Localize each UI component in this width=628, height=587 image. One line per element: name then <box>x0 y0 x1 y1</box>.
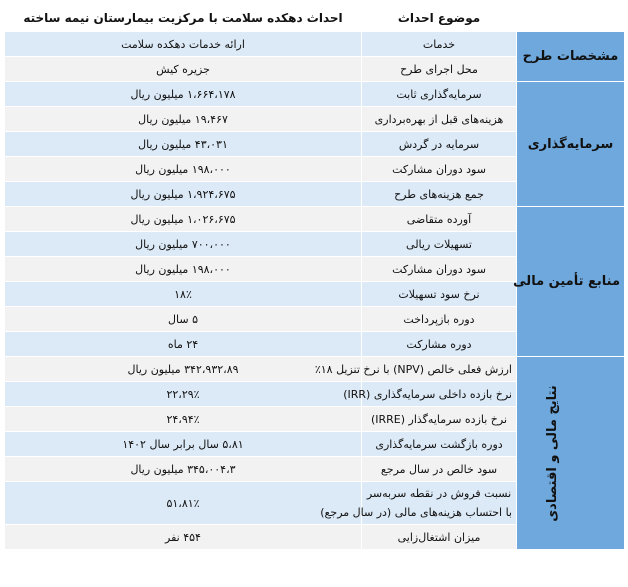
table-row <box>5 357 625 382</box>
row-label: نرخ بازده سرمایه‌گذار (IRRE) <box>362 407 517 432</box>
row-value: ۵،۸۱ سال برابر سال ۱۴۰۲ <box>5 432 362 457</box>
row-label: نرخ سود تسهیلات <box>362 282 517 307</box>
row-value: ۵ سال <box>5 307 362 332</box>
table-row <box>5 82 625 107</box>
row-value: ارائه خدمات دهکده سلامت <box>5 32 362 57</box>
row-label: خدمات <box>362 32 517 57</box>
row-label: آورده متقاضی <box>362 207 517 232</box>
section-investment: سرمایه‌گذاری <box>517 82 625 207</box>
section-results-label: نتایج مالی و اقتصادی <box>544 384 560 522</box>
table-row <box>5 207 625 232</box>
row-value: ۴۳،۰۳۱ میلیون ریال <box>5 132 362 157</box>
row-label: نرخ بازده داخلی سرمایه‌گذاری (IRR) <box>362 382 517 407</box>
row-label <box>320 482 517 525</box>
row-value: ۷۰۰،۰۰۰ میلیون ریال <box>5 232 362 257</box>
row-value: ۲۴ ماه <box>5 332 362 357</box>
row-value: ۳۴۵،۰۰۴،۳ میلیون ریال <box>5 457 362 482</box>
row-label: دوره مشارکت <box>362 332 517 357</box>
row-label-line2: با احتساب هزینه‌های مالی (در سال مرجع) <box>320 506 512 519</box>
row-label: سود خالص در سال مرجع <box>362 457 517 482</box>
row-value: ۱،۰۲۶،۶۷۵ میلیون ریال <box>5 207 362 232</box>
table-row <box>5 32 625 57</box>
section-results <box>517 357 625 550</box>
header-label: موضوع احداث <box>362 5 517 32</box>
row-label: هزینه‌های قبل از بهره‌برداری <box>362 107 517 132</box>
row-value: ۱۹۸،۰۰۰ میلیون ریال <box>5 157 362 182</box>
section-financing: منابع تأمین مالی <box>517 207 625 357</box>
row-value: ۴۵۴ نفر <box>5 525 362 550</box>
row-label: دوره بازگشت سرمایه‌گذاری <box>362 432 517 457</box>
row-label: سود دوران مشارکت <box>362 157 517 182</box>
row-label: جمع هزینه‌های طرح <box>362 182 517 207</box>
row-value: ۱۸٪ <box>5 282 362 307</box>
row-value: ۱۹،۴۶۷ میلیون ریال <box>5 107 362 132</box>
row-value: ۲۲،۲۹٪ <box>5 382 362 407</box>
row-label: سود دوران مشارکت <box>362 257 517 282</box>
row-label: تسهیلات ریالی <box>362 232 517 257</box>
row-value: جزیره کیش <box>5 57 362 82</box>
row-label: سرمایه در گردش <box>362 132 517 157</box>
row-value: ۳۴۲،۹۳۲،۸۹ میلیون ریال <box>5 357 362 382</box>
row-value: ۱،۶۶۴،۱۷۸ میلیون ریال <box>5 82 362 107</box>
header-value: احداث دهکده سلامت با مرکزیت بیمارستان نیمه ساخته <box>5 5 362 32</box>
row-value: ۲۴،۹۴٪ <box>5 407 362 432</box>
row-value: ۱۹۸،۰۰۰ میلیون ریال <box>5 257 362 282</box>
row-label: دوره بازپرداخت <box>362 307 517 332</box>
row-label: ارزش فعلی خالص (NPV) با نرخ تنزیل ۱۸٪ <box>362 357 517 382</box>
row-label: میزان اشتغال‌زایی <box>362 525 517 550</box>
row-value: ۵۱،۸۱٪ <box>5 482 362 525</box>
row-label: سرمایه‌گذاری ثابت <box>362 82 517 107</box>
row-label: محل اجرای طرح <box>362 57 517 82</box>
section-plan: مشخصات طرح <box>517 32 625 82</box>
project-summary-table <box>4 4 625 550</box>
header-row <box>5 5 625 32</box>
row-value: ۱،۹۲۴،۶۷۵ میلیون ریال <box>5 182 362 207</box>
row-label-line1: نسبت فروش در نقطه سربه‌سر <box>366 487 512 500</box>
